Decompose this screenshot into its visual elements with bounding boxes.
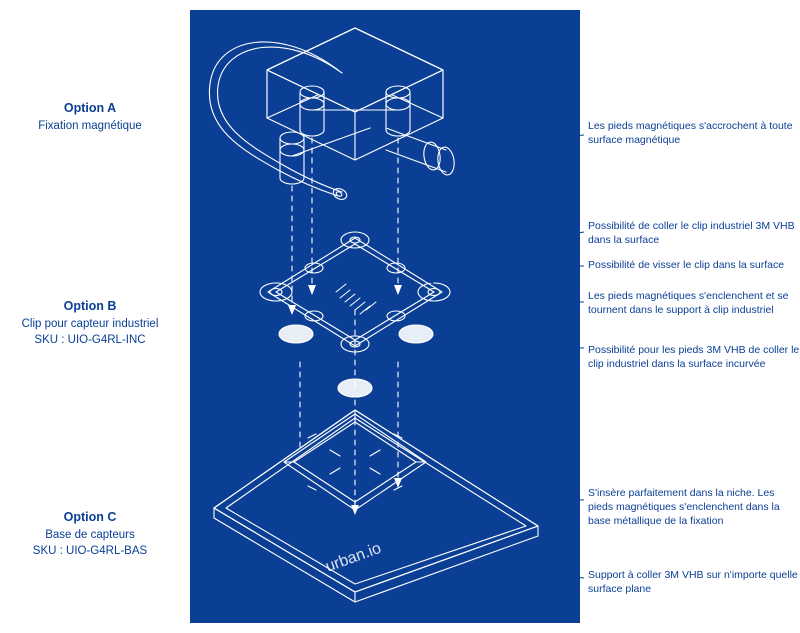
option-b-sku: SKU : UIO-G4RL-INC — [34, 334, 146, 346]
sensor-body-group — [267, 28, 443, 160]
option-b-label — [0, 298, 180, 348]
callout-feet-lock: Les pieds magnétiques s'enclenchent et se tournent dans le support à clip industriel — [588, 290, 789, 316]
option-a-subtitle: Fixation magnétique — [38, 120, 142, 132]
callout-magnetic-feet: Les pieds magnétiques s'accrochent à toute surface magnétique — [588, 120, 793, 146]
callout-vhb-glue: Possibilité de coller le clip industriel 3M VHB dans la surface — [588, 220, 795, 246]
option-a-label — [0, 100, 180, 134]
option-c-subtitle: Base de capteurs — [45, 529, 135, 541]
sensor-base-group — [214, 410, 538, 602]
callout-flat-surface: Support à coller 3M VHB sur n'importe quelle surface plane — [588, 569, 798, 595]
option-b-title: Option B — [63, 299, 117, 313]
option-b-subtitle: Clip pour capteur industriel — [21, 318, 159, 330]
option-c-sku: SKU : UIO-G4RL-BAS — [32, 545, 148, 557]
callout-curved-surface: Possibilité pour les pieds 3M VHB de coller le clip industriel dans la surface incurvée — [588, 344, 800, 370]
exploded-view-illustration — [190, 10, 580, 623]
dashed-arrowheads — [288, 285, 402, 515]
brand-text: urban.io — [323, 539, 384, 576]
option-a-title: Option A — [63, 101, 117, 115]
callout-screw-clip: Possibilité de visser le clip dans la surface — [588, 259, 785, 271]
illustration-panel — [190, 10, 580, 623]
option-c-title: Option C — [63, 510, 117, 524]
callout-niche-fit: S'insère parfaitement dans la niche. Les pieds magnétiques s'enclenchent dans la base métallique de la fixation — [588, 487, 780, 527]
option-c-label — [0, 509, 180, 559]
